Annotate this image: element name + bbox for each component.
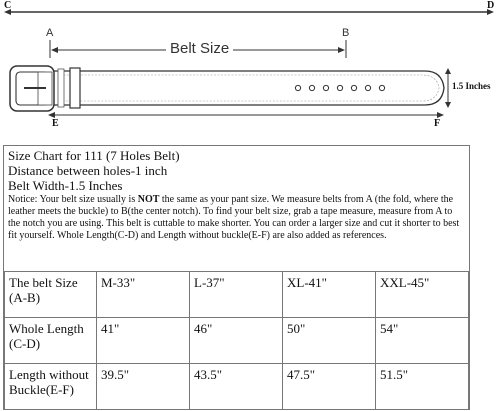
chart-title: Size Chart for 111 (7 Holes Belt) xyxy=(8,148,180,163)
size-table xyxy=(4,271,469,410)
table-cell: 51.5" xyxy=(376,364,469,410)
table-cell: The belt Size (A-B) xyxy=(5,272,97,318)
belt-width: Belt Width-1.5 Inches xyxy=(8,178,123,193)
label-b: B xyxy=(342,27,350,39)
label-e: E xyxy=(52,118,59,129)
label-d: D xyxy=(487,0,495,11)
table-cell: XL-41" xyxy=(283,272,376,318)
belt-hole xyxy=(379,85,384,90)
label-c: C xyxy=(4,0,12,11)
table-cell: L-37" xyxy=(190,272,283,318)
label-a: A xyxy=(46,27,54,39)
table-cell: 43.5" xyxy=(190,364,283,410)
belt-hole xyxy=(323,85,328,90)
hole-spacing: Distance between holes-1 inch xyxy=(8,163,168,178)
table-cell: 41" xyxy=(97,318,190,364)
belt-hole xyxy=(295,85,300,90)
table-cell: Length without Buckle(E-F) xyxy=(5,364,97,410)
table-cell: Whole Length (C-D) xyxy=(5,318,97,364)
belt-keeper xyxy=(70,68,80,108)
table-header-row xyxy=(5,272,469,318)
belt-diagram xyxy=(0,0,500,140)
belt-drawing xyxy=(0,0,500,140)
belt-size-label: Belt Size xyxy=(166,40,233,57)
size-chart-notes xyxy=(4,146,469,271)
table-cell: XXL-45" xyxy=(376,272,469,318)
width-label: 1.5 Inches xyxy=(452,81,491,91)
belt-hole xyxy=(309,85,314,90)
size-chart xyxy=(3,145,470,410)
notice-text: Notice: Your belt size usually is NOT the same as your pant size. We measure belts from A (the fold, where the leather meets the buckle) to B(the center notch). To find your belt size, grab a tape measure, measure from A to the notch you are using. This belt is cuttable to make shorter. You can order a larger size and cut it shorter to best fit yourself. Whole Length(C-D) and Length without buckle(E-F) are also added as references. xyxy=(8,194,460,241)
belt-hole xyxy=(365,85,370,90)
label-f: F xyxy=(434,118,441,129)
table-cell: 47.5" xyxy=(283,364,376,410)
belt-hole xyxy=(337,85,342,90)
table-cell: 46" xyxy=(190,318,283,364)
table-cell: 54" xyxy=(376,318,469,364)
table-cell: M-33" xyxy=(97,272,190,318)
table-cell: 50" xyxy=(283,318,376,364)
table-row xyxy=(5,318,469,364)
table-row xyxy=(5,364,469,410)
belt-hole xyxy=(351,85,356,90)
table-cell: 39.5" xyxy=(97,364,190,410)
